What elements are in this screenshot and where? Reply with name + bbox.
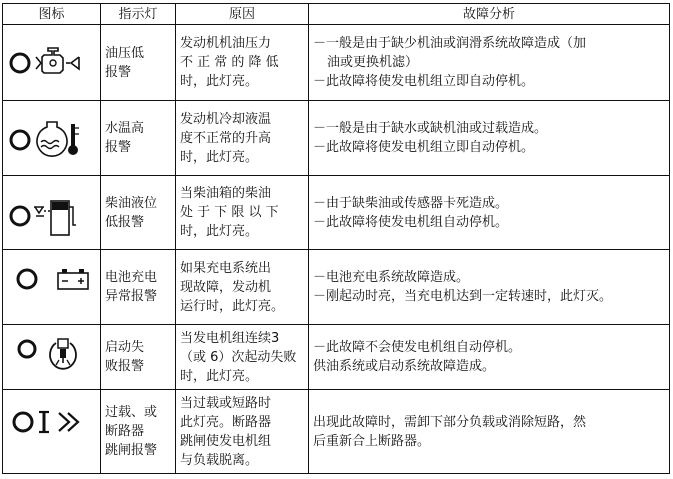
icon-cell [3, 390, 101, 474]
cause-line: 发动机机油压力 [180, 36, 272, 51]
oil-pressure-icon [7, 33, 99, 93]
indicator-line: 电池充电 [105, 270, 158, 285]
icon-cell [3, 325, 101, 390]
analysis-line: 油或更换机滤） [327, 55, 419, 70]
cause-cell [176, 101, 309, 176]
fault-indicator-table [2, 3, 670, 474]
table-row-breaker-trip [3, 390, 670, 474]
analysis-line: －由于缺柴油或传感器卡死造成。 [313, 195, 509, 211]
analysis-cell [309, 390, 670, 474]
cause-cell [176, 250, 309, 325]
start-failure-icon [7, 329, 99, 385]
indicator-line: 异常报警 [105, 289, 158, 304]
cause-line: 与负载脱离。 [180, 452, 259, 468]
cause-line: 处 于 下 限 以 下 [180, 205, 279, 220]
indicator-line: 启动失 [105, 340, 145, 355]
header-cause: 原因 [176, 4, 309, 25]
cause-line: 现故障，发动机 [180, 279, 272, 295]
table-row-start-failure [3, 325, 670, 390]
table-row-fuel-level [3, 176, 670, 250]
cause-line: 如果充电系统出 [180, 260, 272, 276]
analysis-line: －此故障将使发电机组立即自动停机。 [313, 140, 535, 155]
cause-cell [176, 176, 309, 250]
indicator-line: 油压低 [105, 45, 145, 61]
indicator-line: 报警 [105, 64, 132, 80]
icon-cell [3, 25, 101, 101]
indicator-line: 柴油液位 [105, 195, 158, 211]
analysis-cell [309, 176, 670, 250]
cause-line: 时，此灯亮。 [180, 368, 259, 384]
header-icon: 图标 [3, 4, 101, 25]
analysis-line: 后重新合上断路器。 [313, 433, 431, 449]
table-header-row [3, 4, 670, 25]
cause-line: 当发电机组连续3 [180, 330, 280, 346]
cause-line: 此灯亮。断路器 [180, 414, 272, 430]
cause-line: 发动机冷却液温 [180, 111, 272, 127]
cause-line: 度不正常的升高 [180, 130, 272, 146]
indicator-line: 水温高 [105, 121, 145, 136]
cause-line: 不 正 常 的 降 低 [180, 55, 279, 70]
header-analysis: 故障分析 [309, 4, 670, 25]
analysis-line: －此故障将使发电机组自动停机。 [313, 214, 509, 230]
cause-line: 时，此灯亮。 [180, 149, 259, 165]
analysis-line: －一般是由于缺水或缺机油或过载造成。 [313, 121, 548, 136]
cause-line: 当过载或短路时 [180, 395, 272, 411]
cause-line: 时，此灯亮。 [180, 74, 259, 89]
indicator-cell [101, 25, 176, 101]
fuel-level-icon [7, 183, 99, 243]
header-indicator: 指示灯 [101, 4, 176, 25]
analysis-cell [309, 250, 670, 325]
analysis-line: －此故障将使发电机组立即自动停机。 [313, 74, 535, 89]
analysis-line: 供油系统或启动系统故障造成。 [313, 359, 496, 374]
icon-cell [3, 176, 101, 250]
cause-cell [176, 390, 309, 474]
cause-cell [176, 325, 309, 390]
analysis-cell [309, 25, 670, 101]
icon-cell [3, 250, 101, 325]
indicator-cell [101, 390, 176, 474]
analysis-cell [309, 101, 670, 176]
indicator-cell [101, 250, 176, 325]
table-row-battery-charging [3, 250, 670, 325]
analysis-line: －电池充电系统故障造成。 [313, 270, 470, 285]
cause-line: （或 6）次起动失败 [180, 349, 297, 365]
cause-line: 运行时，此灯亮。 [180, 298, 285, 314]
cause-cell [176, 25, 309, 101]
icon-cell [3, 101, 101, 176]
coolant-temperature-icon [7, 108, 99, 168]
indicator-line: 败报警 [105, 359, 145, 374]
indicator-line: 过载、或 [105, 405, 158, 420]
analysis-line: －刚起动时亮，当充电机达到一定转速时，此灯灭。 [313, 289, 613, 304]
analysis-line: －一般是由于缺少机油或润滑系统故障造成（加 [313, 36, 587, 51]
battery-icon [7, 257, 99, 317]
cause-line: 时，此灯亮。 [180, 224, 259, 239]
analysis-line: 出现此故障时，需卸下部分负载或消除短路，然 [313, 414, 587, 430]
cause-line: 当柴油箱的柴油 [180, 186, 272, 201]
analysis-line: －此故障不会使发电机组自动停机。 [313, 340, 522, 355]
indicator-line: 报警 [105, 140, 132, 155]
indicator-cell [101, 101, 176, 176]
table-row-oil-pressure [3, 25, 670, 101]
indicator-cell [101, 325, 176, 390]
indicator-line: 跳闸报警 [105, 443, 158, 458]
breaker-trip-icon [7, 400, 99, 464]
indicator-line: 断路器 [105, 424, 145, 439]
indicator-line: 低报警 [105, 214, 145, 230]
indicator-cell [101, 176, 176, 250]
analysis-cell [309, 325, 670, 390]
table-row-coolant-temperature [3, 101, 670, 176]
cause-line: 跳闸使发电机组 [180, 433, 272, 449]
